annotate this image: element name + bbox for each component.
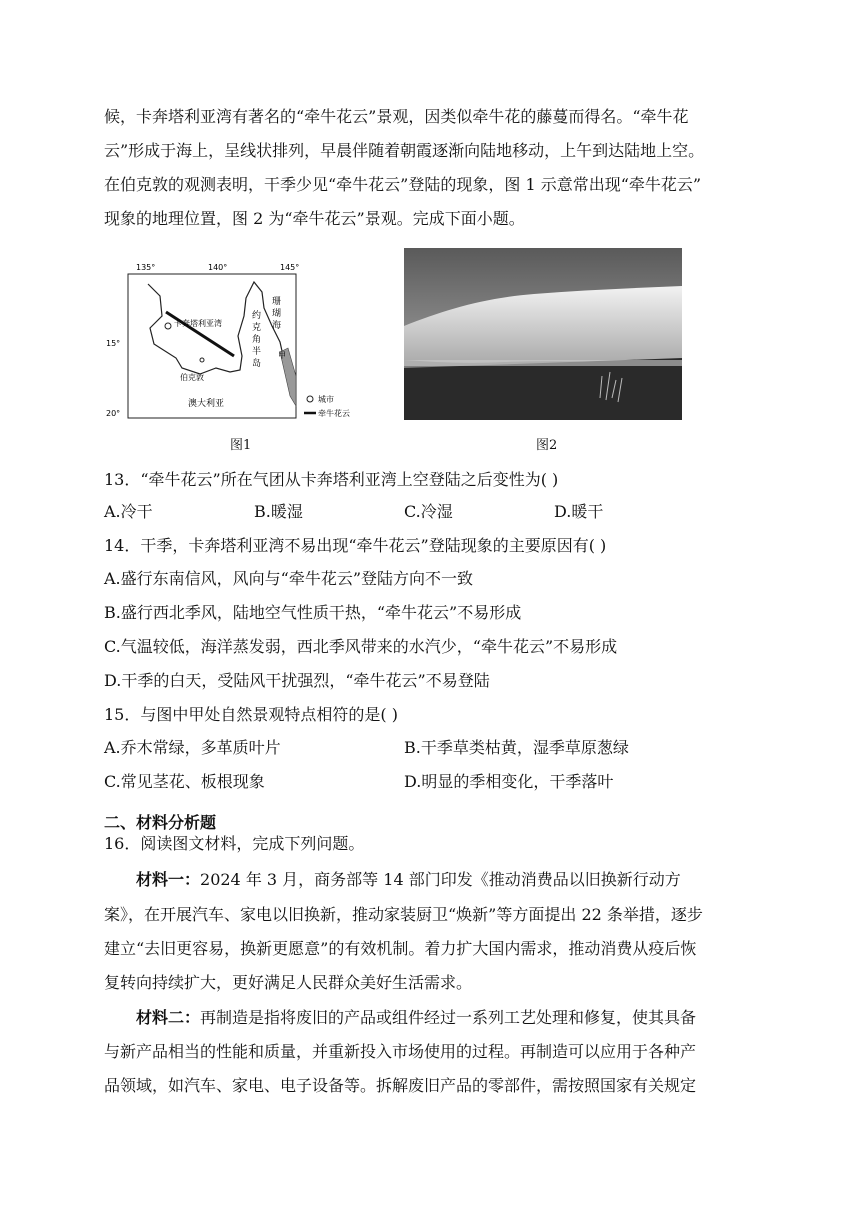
q13-option-b: B.暖湿 — [254, 502, 303, 521]
map-legend-city: 城市 — [318, 395, 334, 404]
material-1-line-4: 复转向持续扩大，更好满足人民群众美好生活需求。 — [104, 973, 473, 992]
q15-option-b: B.干季草类枯黄，湿季草原葱绿 — [404, 738, 629, 757]
material-1-line-1 — [136, 870, 681, 890]
map-lon-135: 135° — [136, 263, 156, 272]
photo-horizon — [404, 360, 682, 366]
q15-stem: 15．与图中甲处自然景观特点相符的是( ) — [104, 705, 398, 724]
intro-line-1: 候，卡奔塔利亚湾有著名的“牵牛花云”景观，因类似牵牛花的藤蔓而得名。“牵牛花 — [104, 107, 689, 126]
section-heading: 二、材料分析题 — [104, 813, 217, 832]
material-2-line-3: 品领域，如汽车、家电、电子设备等。拆解废旧产品的零部件，需按照国家有关规定 — [104, 1076, 697, 1095]
q15-option-d: D.明显的季相变化，干季落叶 — [404, 772, 614, 791]
q14-option-a: A.盛行东南信风，风向与“牵牛花云”登陆方向不一致 — [104, 569, 474, 588]
map-sea-char-1: 珊 — [272, 297, 282, 307]
figure-1-caption: 图1 — [230, 438, 252, 453]
q14-option-b: B.盛行西北季风，陆地空气性质干热，“牵牛花云”不易形成 — [104, 603, 522, 622]
material-1-text-1: 2024 年 3 月，商务部等 14 部门印发《推动消费品以旧换新行动方 — [200, 870, 681, 889]
map-lon-140: 140° — [208, 263, 228, 272]
material-2-line-2: 与新产品相当的性能和质量，并重新投入市场使用的过程。再制造可以应用于各种产 — [104, 1042, 697, 1061]
map-gulf-label: 卡奔塔利亚湾 — [174, 319, 222, 328]
map-lat-15: 15° — [106, 339, 121, 348]
q13-option-c: C.冷湿 — [404, 502, 453, 521]
photo-ground — [404, 358, 682, 420]
intro-line-4: 现象的地理位置，图 2 为“牵牛花云”景观。完成下面小题。 — [104, 209, 525, 228]
map-sea-char-3: 海 — [272, 321, 282, 331]
map-jia-label: 甲 — [278, 351, 286, 360]
map-peninsula-char-2: 克 — [252, 323, 262, 333]
map-legend-cloud: 牵牛花云 — [318, 409, 350, 418]
map-lon-145: 145° — [280, 263, 300, 272]
material-2-line-1 — [136, 1008, 696, 1028]
map-sea-char-2: 瑚 — [272, 309, 282, 319]
map-country-label: 澳大利亚 — [188, 399, 225, 409]
map-peninsula-char-5: 岛 — [252, 359, 262, 369]
intro-line-2: 云”形成于海上，呈线状排列，早晨伴随着朝霞逐渐向陆地移动，上午到达陆地上空。 — [104, 141, 705, 160]
figure-2-caption: 图2 — [536, 438, 558, 453]
material-1-line-2: 案》，在开展汽车、家电以旧换新，推动家装厨卫“焕新”等方面提出 22 条举措，逐步 — [104, 905, 703, 924]
map-gulf-marker — [165, 323, 171, 329]
map-frame — [128, 274, 296, 418]
q16-stem: 16．阅读图文材料，完成下列问题。 — [104, 834, 365, 853]
map-city-marker — [200, 358, 204, 362]
q13-option-d: D.暖干 — [554, 502, 604, 521]
q13-option-a: A.冷干 — [104, 502, 153, 521]
map-lat-20: 20° — [106, 409, 121, 418]
figure-2-photo — [404, 248, 682, 420]
map-peninsula-char-1: 约 — [252, 311, 262, 321]
q14-option-c: C.气温较低，海洋蒸发弱，西北季风带来的水汽少，“牵牛花云”不易形成 — [104, 637, 618, 656]
q14-stem: 14．干季，卡奔塔利亚湾不易出现“牵牛花云”登陆现象的主要原因有( ) — [104, 536, 607, 555]
map-peninsula-char-4: 半 — [252, 347, 262, 357]
map-city-label: 伯克敦 — [180, 373, 204, 382]
intro-line-3: 在伯克敦的观测表明，干季少见“牵牛花云”登陆的现象，图 1 示意常出现“牵牛花云” — [104, 175, 702, 194]
q15-option-a: A.乔木常绿，多革质叶片 — [104, 738, 281, 757]
material-2-label: 材料二： — [136, 1008, 201, 1027]
figure-1-map — [104, 256, 350, 426]
material-2-text-1: 再制造是指将废旧的产品或组件经过一系列工艺处理和修复，使其具备 — [200, 1008, 697, 1027]
q15-option-c: C.常见茎花、板根现象 — [104, 772, 265, 791]
q13-stem: 13．“牵牛花云”所在气团从卡奔塔利亚湾上空登陆之后变性为( ) — [104, 470, 559, 489]
material-1-line-3: 建立“去旧更容易，换新更愿意”的有效机制。着力扩大国内需求，推动消费从疫后恢 — [104, 939, 697, 958]
map-legend-city-icon — [307, 396, 313, 402]
q14-option-d: D.干季的白天，受陆风干扰强烈，“牵牛花云”不易登陆 — [104, 671, 490, 690]
material-1-label: 材料一： — [136, 870, 201, 889]
map-peninsula-char-3: 角 — [252, 335, 262, 345]
